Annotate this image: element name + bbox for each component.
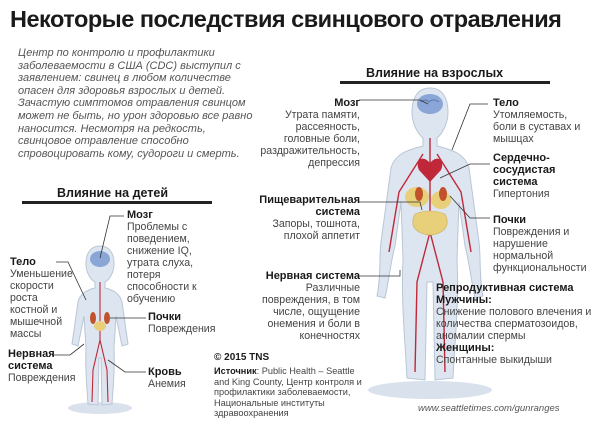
child-nervous-note xyxy=(8,348,78,384)
child-nervous-label: Нервная система xyxy=(8,348,55,372)
adult-cardio-note xyxy=(493,152,593,200)
adult-repro-men-text: Снижение полового влечения и количества сперматозоидов, аномалии спермы xyxy=(436,306,592,342)
adult-cardio-label: Сердечно-сосудистая система xyxy=(493,152,556,188)
child-body-text: Уменьшение скорости роста костной и мышечной массы xyxy=(10,268,73,340)
adult-brain-label: Мозг xyxy=(334,97,360,109)
child-brain-note xyxy=(127,209,207,305)
child-kidneys-note xyxy=(148,311,228,335)
child-body-label: Тело xyxy=(10,256,36,268)
adult-kidneys-note xyxy=(493,214,593,274)
adult-repro-note xyxy=(436,282,596,366)
adult-repro-women-label: Женщины: xyxy=(436,342,495,354)
page-title: Некоторые последствия свинцового отравления xyxy=(10,6,562,32)
child-kidneys-label: Почки xyxy=(148,311,182,323)
adult-digestive-note xyxy=(248,194,360,242)
adult-cardio-text: Гипертония xyxy=(493,188,550,200)
copyright: © 2015 TNS xyxy=(214,352,270,363)
children-heading-rule xyxy=(22,201,212,204)
child-nervous-text: Повреждения xyxy=(8,372,76,384)
adult-brain-note xyxy=(248,97,360,169)
adult-digestive-text: Запоры, тошнота, плохой аппетит xyxy=(272,218,360,242)
adult-nervous-text: Различные повреждения, в том числе, ощущение онемения и боли в конечностях xyxy=(262,282,360,342)
child-blood-text: Анемия xyxy=(148,378,186,390)
adult-digestive-label: Пищеварительная система xyxy=(259,194,360,218)
child-kidneys-text: Повреждения xyxy=(148,323,216,335)
adult-nervous-note xyxy=(248,270,360,342)
adult-repro-women-text: Спонтанные выкидыши xyxy=(436,354,552,366)
child-blood-label: Кровь xyxy=(148,366,182,378)
adults-heading: Влияние на взрослых xyxy=(366,66,504,80)
source-note xyxy=(214,366,364,419)
adult-kidneys-label: Почки xyxy=(493,214,527,226)
source-text: : Public Health – Seattle and King County, Центр контроля и профилактики заболеваемости, Национальные институты здравоохранения xyxy=(214,366,362,418)
child-body-note xyxy=(10,256,73,340)
adult-body-label: Тело xyxy=(493,97,519,109)
adult-body-text: Утомляемость, боли в суставах и мышцах xyxy=(493,109,581,145)
adult-kidneys-text: Повреждения и нарушение нормальной функциональности xyxy=(493,226,587,274)
source-url: www.seattletimes.com/gunranges xyxy=(418,403,560,414)
adult-body-note xyxy=(493,97,593,145)
intro-text: Центр по контролю и профилактики заболеваемости в США (CDC) выступил с заявлением: свинец в любом количестве опасен для здоровья взрослых и детей. Зачастую симптомов отравления свинцом может не быть, но урон здоровью все равно наносится. Несмотря на редкость, свинцовое отравление способно спровоцировать кому, судороги и смерть. xyxy=(18,47,253,160)
adults-heading-rule xyxy=(340,81,550,84)
child-blood-note xyxy=(148,366,208,390)
child-brain-text: Проблемы с поведением, снижение IQ, утрата слуха, потеря способности к обучению xyxy=(127,221,197,305)
adult-nervous-label: Нервная система xyxy=(265,270,360,282)
source-label: Источник xyxy=(214,366,257,376)
child-brain-label: Мозг xyxy=(127,209,153,221)
adult-repro-label: Репродуктивная система xyxy=(436,282,574,294)
adult-brain-text: Утрата памяти, рассеяность, головные боли, раздражительность, депрессия xyxy=(260,109,360,169)
children-heading: Влияние на детей xyxy=(57,186,169,200)
adult-repro-men-label: Мужчины: xyxy=(436,294,492,306)
